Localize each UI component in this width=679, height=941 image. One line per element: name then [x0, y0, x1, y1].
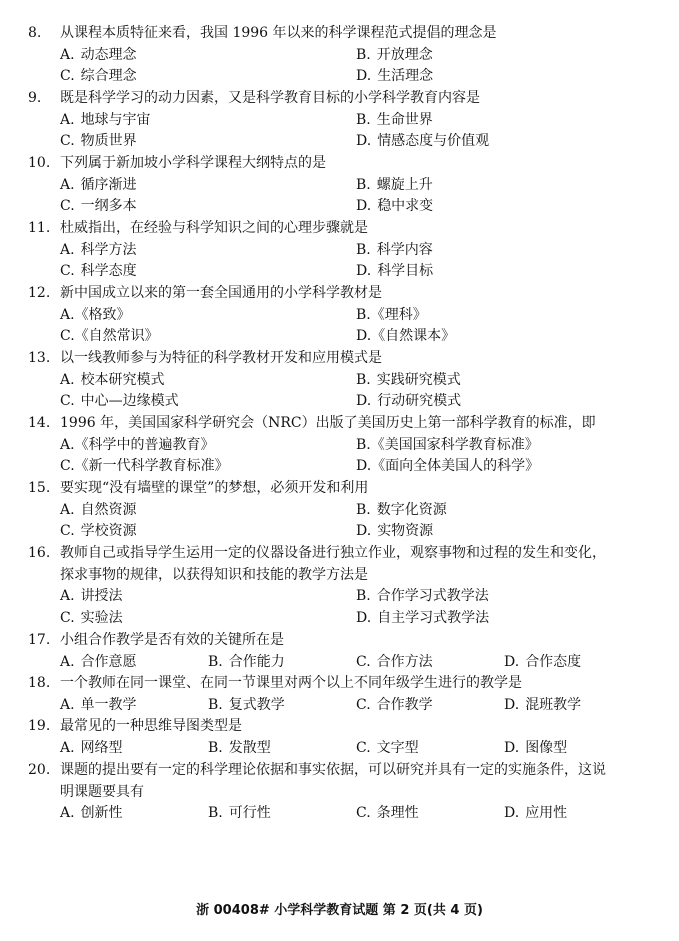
question-number: 10. [28, 155, 51, 171]
question-stem: 下列属于新加坡小学科学课程大纲特点的是 [60, 155, 326, 171]
option-b: B. 科学内容 [356, 241, 433, 258]
option-d: D. 混班教学 [504, 696, 582, 713]
question-stem-continued: 探求事物的规律，以获得知识和技能的教学方法是 [60, 566, 368, 583]
option-a: A.《科学中的普遍教育》 [60, 436, 215, 453]
question-10 [0, 153, 679, 218]
option-b: B. 发散型 [208, 739, 271, 756]
option-c: C. 一纲多本 [60, 198, 137, 215]
question-number: 18. [28, 675, 51, 691]
option-a: A. 校本研究模式 [60, 371, 165, 388]
option-b: B. 可行性 [208, 805, 271, 822]
option-d: D. 科学目标 [356, 263, 434, 280]
option-a: A. 科学方法 [60, 241, 137, 258]
question-stem: 小组合作教学是否有效的关键所在是 [60, 632, 284, 648]
option-c: C.《新一代科学教育标准》 [60, 458, 229, 475]
option-b: B. 合作学习式教学法 [356, 588, 489, 605]
option-d: D. 合作态度 [504, 653, 582, 670]
question-number: 9. [28, 90, 42, 106]
option-a: A. 讲授法 [60, 588, 123, 605]
option-d: D.《面向全体美国人的科学》 [356, 458, 540, 475]
option-b: B. 合作能力 [208, 653, 285, 670]
question-14 [0, 413, 679, 478]
question-number: 17. [28, 632, 51, 648]
question-18 [0, 673, 679, 716]
option-b: B. 实践研究模式 [356, 371, 461, 388]
option-d: D.《自然课本》 [356, 328, 456, 345]
option-b: B. 数字化资源 [356, 501, 447, 518]
option-b: B. 生命世界 [356, 111, 433, 128]
question-number: 13. [28, 350, 51, 366]
question-number: 12. [28, 285, 51, 301]
option-d: D. 情感态度与价值观 [356, 133, 490, 150]
option-d: D. 应用性 [504, 805, 568, 822]
option-c: C. 文字型 [356, 739, 419, 756]
question-stem: 新中国成立以来的第一套全国通用的小学科学教材是 [60, 285, 382, 301]
option-b: B.《理科》 [356, 306, 427, 323]
option-a: A. 动态理念 [60, 46, 137, 63]
option-c: C. 合作教学 [356, 696, 433, 713]
question-stem: 从课程本质特征来看，我国 1996 年以来的科学课程范式提倡的理念是 [60, 25, 497, 41]
question-stem: 课题的提出要有一定的科学理论依据和事实依据，可以研究并具有一定的实施条件，这说 [60, 762, 606, 778]
option-a: A. 循序渐进 [60, 176, 137, 193]
question-stem: 1996 年，美国国家科学研究会（NRC）出版了美国历史上第一部科学教育的标准，即 [60, 415, 596, 431]
question-11 [0, 218, 679, 283]
question-stem: 一个教师在同一课堂、在同一节课里对两个以上不同年级学生进行的教学是 [60, 675, 522, 691]
option-b: B. 复式教学 [208, 696, 285, 713]
question-number: 14. [28, 415, 51, 431]
option-a: A. 网络型 [60, 739, 123, 756]
question-number: 19. [28, 718, 51, 734]
question-stem: 以一线教师参与为特征的科学教材开发和应用模式是 [60, 350, 382, 366]
option-c: C. 实验法 [60, 609, 123, 626]
option-d: D. 稳中求变 [356, 198, 434, 215]
option-d: D. 自主学习式教学法 [356, 609, 490, 626]
option-a: A. 单一教学 [60, 696, 137, 713]
question-19 [0, 716, 679, 759]
question-12 [0, 283, 679, 348]
question-9 [0, 88, 679, 153]
question-stem-continued: 明课题要具有 [60, 783, 144, 800]
question-stem: 杜威指出，在经验与科学知识之间的心理步骤就是 [60, 220, 368, 236]
option-b: B. 开放理念 [356, 46, 433, 63]
question-17 [0, 630, 679, 673]
question-number: 20. [28, 762, 51, 778]
option-c: C. 合作方法 [356, 653, 433, 670]
question-number: 8. [28, 25, 42, 41]
option-c: C. 条理性 [356, 805, 419, 822]
option-d: D. 生活理念 [356, 68, 434, 85]
option-c: C. 中心—边缘模式 [60, 393, 179, 410]
question-stem: 最常见的一种思维导图类型是 [60, 718, 242, 734]
option-c: C. 综合理念 [60, 68, 137, 85]
question-number: 15. [28, 480, 51, 496]
option-a: A. 合作意愿 [60, 653, 137, 670]
option-a: A. 自然资源 [60, 501, 137, 518]
question-stem: 要实现“没有墙壁的课堂”的梦想，必须开发和利用 [60, 480, 369, 496]
option-a: A. 地球与宇宙 [60, 111, 151, 128]
option-d: D. 实物资源 [356, 523, 434, 540]
option-d: D. 图像型 [504, 739, 568, 756]
option-a: A. 创新性 [60, 805, 123, 822]
option-c: C. 学校资源 [60, 523, 137, 540]
question-15 [0, 478, 679, 543]
question-20 [0, 760, 679, 825]
option-c: C. 科学态度 [60, 263, 137, 280]
option-d: D. 行动研究模式 [356, 393, 462, 410]
option-b: B.《美国国家科学教育标准》 [356, 436, 539, 453]
option-b: B. 螺旋上升 [356, 176, 433, 193]
page-footer: 浙 00408# 小学科学教育试题 第 2 页(共 4 页) [196, 903, 483, 918]
option-a: A.《格致》 [60, 306, 131, 323]
question-stem: 既是科学学习的动力因素，又是科学教育目标的小学科学教育内容是 [60, 90, 480, 106]
question-8 [0, 23, 679, 88]
option-c: C. 物质世界 [60, 133, 137, 150]
question-16 [0, 543, 679, 629]
option-c: C.《自然常识》 [60, 328, 159, 345]
question-number: 16. [28, 545, 51, 561]
question-stem: 教师自己或指导学生运用一定的仪器设备进行独立作业，观察事物和过程的发生和变化， [60, 545, 606, 561]
question-number: 11. [28, 220, 51, 236]
question-13 [0, 348, 679, 413]
